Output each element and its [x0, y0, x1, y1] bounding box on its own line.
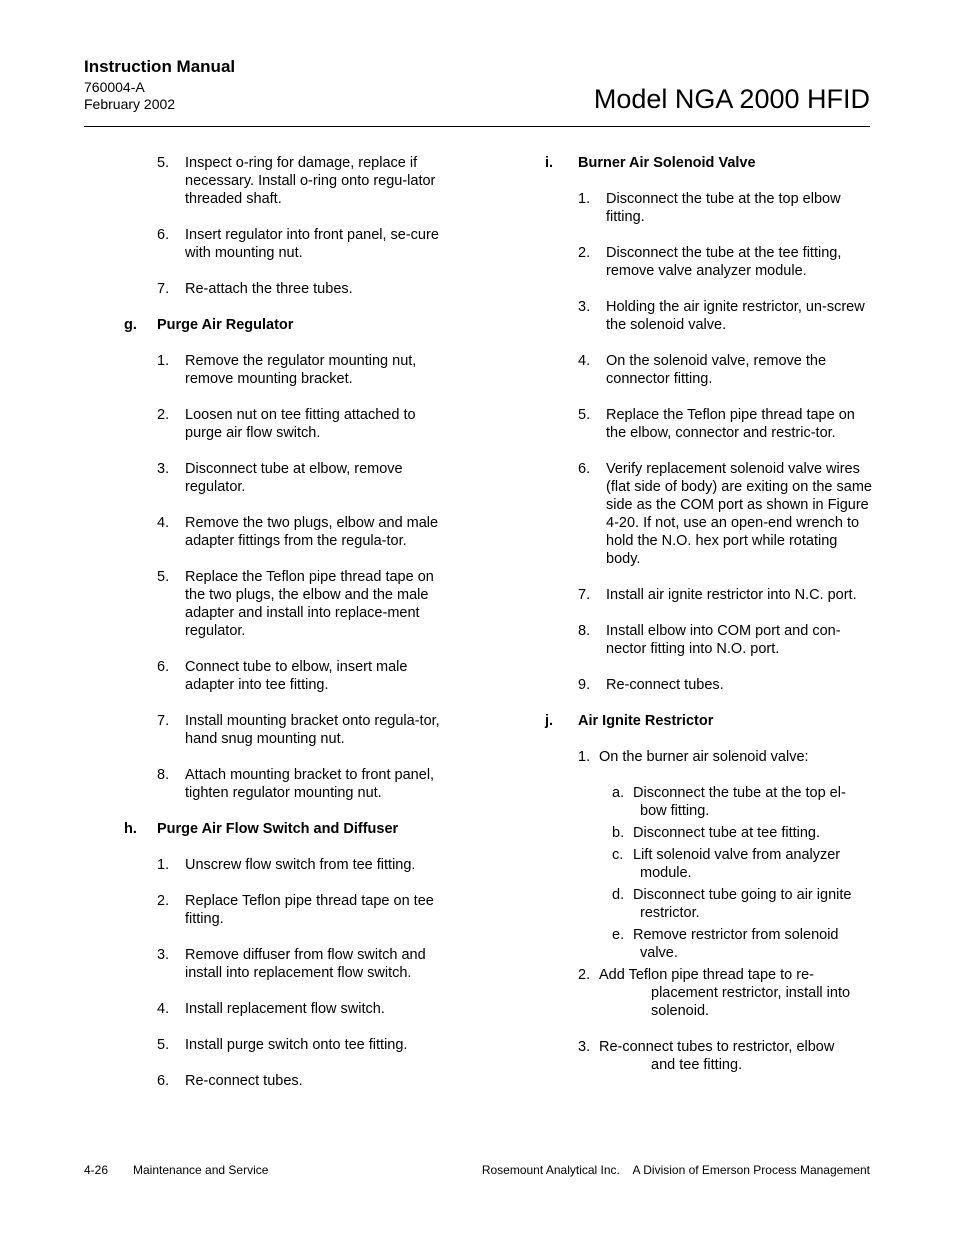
item-number: 7. [157, 281, 170, 297]
list-item [545, 352, 875, 388]
item-text: Install replacement flow switch. [185, 1001, 385, 1017]
item-number: 1. [157, 857, 170, 873]
list-item [545, 460, 875, 568]
item-number: 9. [578, 677, 591, 693]
item-text: On the solenoid valve, remove the connector fitting. [606, 353, 827, 387]
section-title: Purge Air Regulator [157, 317, 294, 333]
list-item [124, 766, 454, 802]
item-text: Remove diffuser from flow switch and install into replacement flow switch. [185, 947, 426, 981]
item-number: 2. [578, 245, 591, 261]
list-item [124, 892, 454, 928]
item-text: Disconnect the tube at the tee fitting, remove valve analyzer module. [606, 245, 842, 279]
item-text: Loosen nut on tee fitting attached to purge air flow switch. [185, 407, 416, 441]
item-text: Install purge switch onto tee fitting. [185, 1037, 408, 1053]
list-item [124, 658, 454, 694]
item-text: Remove the regulator mounting nut, remove mounting bracket. [185, 353, 417, 387]
sub-list-item [545, 784, 875, 820]
doc-date: February 2002 [84, 96, 176, 112]
item-text: Replace the Teflon pipe thread tape on the two plugs, the elbow and the male adapter and install into replace-ment regulator. [185, 569, 434, 639]
list-item [124, 514, 454, 550]
item-number: 3. [578, 1039, 591, 1055]
item-number: 4. [157, 515, 170, 531]
item-number: 3. [578, 299, 591, 315]
item-text: Unscrew flow switch from tee fitting. [185, 857, 416, 873]
manual-title: Instruction Manual [84, 57, 236, 76]
sub-item-letter: d. [612, 887, 625, 903]
section-heading [545, 154, 875, 172]
item-number: 6. [157, 1073, 170, 1089]
item-number: 3. [157, 947, 170, 963]
list-item [545, 406, 875, 442]
section-heading [545, 712, 875, 730]
item-text: Verify replacement solenoid valve wires (flat side of body) are exiting on the same side as the COM port as shown in Figure 4-20. If not, use an open-end wrench to hold the N.O. hex port while rotating body. [606, 461, 872, 567]
sub-item-letter: b. [612, 825, 625, 841]
sub-item-text: Remove restrictor from solenoid [633, 927, 839, 943]
item-text: Install elbow into COM port and con-nector fitting into N.O. port. [606, 623, 841, 657]
list-item [545, 622, 875, 658]
sub-item-letter: a. [612, 785, 625, 801]
item-number: 7. [578, 587, 591, 603]
list-item [124, 154, 454, 208]
item-number: 4. [578, 353, 591, 369]
section-title: Burner Air Solenoid Valve [578, 155, 756, 171]
sub-list-item [545, 926, 875, 962]
item-number: 5. [157, 1037, 170, 1053]
list-item [545, 586, 875, 604]
section-title: Purge Air Flow Switch and Diffuser [157, 821, 399, 837]
list-item [124, 946, 454, 982]
sub-item-text: Disconnect tube at tee fitting. [633, 825, 820, 841]
item-number: 6. [578, 461, 591, 477]
item-text: Connect tube to elbow, insert male adapter into tee fitting. [185, 659, 408, 693]
item-continuation: and tee fitting. [651, 1057, 743, 1073]
sub-item-letter: e. [612, 927, 625, 943]
sub-item-text: Disconnect tube going to air ignite [633, 887, 852, 903]
left-column [124, 154, 454, 1108]
item-text: Holding the air ignite restrictor, un-screw the solenoid valve. [606, 299, 865, 333]
item-text: Disconnect tube at elbow, remove regulator. [185, 461, 403, 495]
list-item [124, 226, 454, 262]
list-item [124, 1000, 454, 1018]
section-letter: g. [124, 317, 137, 333]
list-item [124, 568, 454, 640]
item-number: 7. [157, 713, 170, 729]
item-text: Re-connect tubes. [606, 677, 724, 693]
footer-company: Rosemount Analytical Inc. A Division of Emerson Process Management [481, 1163, 870, 1177]
item-text: Re-attach the three tubes. [185, 281, 353, 297]
section-letter: h. [124, 821, 137, 837]
section-heading [124, 820, 454, 838]
header-rule [84, 126, 870, 127]
item-text: Inspect o-ring for damage, replace if necessary. Install o-ring onto regu-lator threaded shaft. [185, 155, 436, 207]
sub-list-item [545, 824, 875, 842]
item-number: 6. [157, 227, 170, 243]
section-title: Air Ignite Restrictor [578, 713, 714, 729]
sub-item-text: Disconnect the tube at the top el- [633, 785, 846, 801]
footer-section: Maintenance and Service [133, 1163, 269, 1177]
sub-list-item [545, 886, 875, 922]
list-item [124, 856, 454, 874]
item-number: 4. [157, 1001, 170, 1017]
model-title: Model NGA 2000 HFID [593, 84, 870, 114]
sub-item-continuation: module. [640, 865, 692, 881]
list-item [124, 460, 454, 496]
list-item [124, 352, 454, 388]
list-item [545, 244, 875, 280]
list-item [545, 676, 875, 694]
list-item [545, 748, 875, 766]
item-number: 1. [157, 353, 170, 369]
sub-item-continuation: bow fitting. [640, 803, 710, 819]
item-number: 2. [578, 967, 591, 983]
item-number: 3. [157, 461, 170, 477]
item-text: Install air ignite restrictor into N.C. port. [606, 587, 857, 603]
item-number: 1. [578, 749, 591, 765]
item-number: 2. [157, 893, 170, 909]
item-number: 5. [157, 569, 170, 585]
list-item [545, 1038, 875, 1074]
list-item [124, 712, 454, 748]
list-item [124, 1072, 454, 1090]
item-number: 6. [157, 659, 170, 675]
item-number: 1. [578, 191, 591, 207]
item-text: Install mounting bracket onto regula-tor, hand snug mounting nut. [185, 713, 440, 747]
list-item [124, 1036, 454, 1054]
doc-number: 760004-A [84, 79, 145, 95]
sub-item-continuation: restrictor. [640, 905, 700, 921]
item-number: 5. [157, 155, 170, 171]
item-text: On the burner air solenoid valve: [599, 749, 809, 765]
item-number: 5. [578, 407, 591, 423]
item-number: 2. [157, 407, 170, 423]
section-heading [124, 316, 454, 334]
list-item [545, 966, 875, 1020]
section-letter: i. [545, 155, 554, 171]
right-column [545, 154, 875, 1078]
item-number: 8. [157, 767, 170, 783]
sub-list-item [545, 846, 875, 882]
list-item [545, 190, 875, 226]
item-text: Add Teflon pipe thread tape to re- [599, 967, 814, 983]
list-item [545, 298, 875, 334]
item-text: Insert regulator into front panel, se-cure with mounting nut. [185, 227, 439, 261]
section-letter: j. [545, 713, 554, 729]
sub-item-text: Lift solenoid valve from analyzer [633, 847, 841, 863]
item-number: 8. [578, 623, 591, 639]
item-text: Replace the Teflon pipe thread tape on the elbow, connector and restric-tor. [606, 407, 855, 441]
item-text: Attach mounting bracket to front panel, tighten regulator mounting nut. [185, 767, 435, 801]
item-text: Re-connect tubes. [185, 1073, 303, 1089]
item-text: Re-connect tubes to restrictor, elbow [599, 1039, 835, 1055]
sub-item-letter: c. [612, 847, 624, 863]
item-continuation: placement restrictor, install into solenoid. [651, 985, 851, 1019]
list-item [124, 406, 454, 442]
list-item [124, 280, 454, 298]
item-text: Remove the two plugs, elbow and male adapter fittings from the regula-tor. [185, 515, 439, 549]
item-text: Replace Teflon pipe thread tape on tee fitting. [185, 893, 434, 927]
page-number: 4-26 [84, 1163, 109, 1177]
sub-item-continuation: valve. [640, 945, 678, 961]
item-text: Disconnect the tube at the top elbow fitting. [606, 191, 841, 225]
